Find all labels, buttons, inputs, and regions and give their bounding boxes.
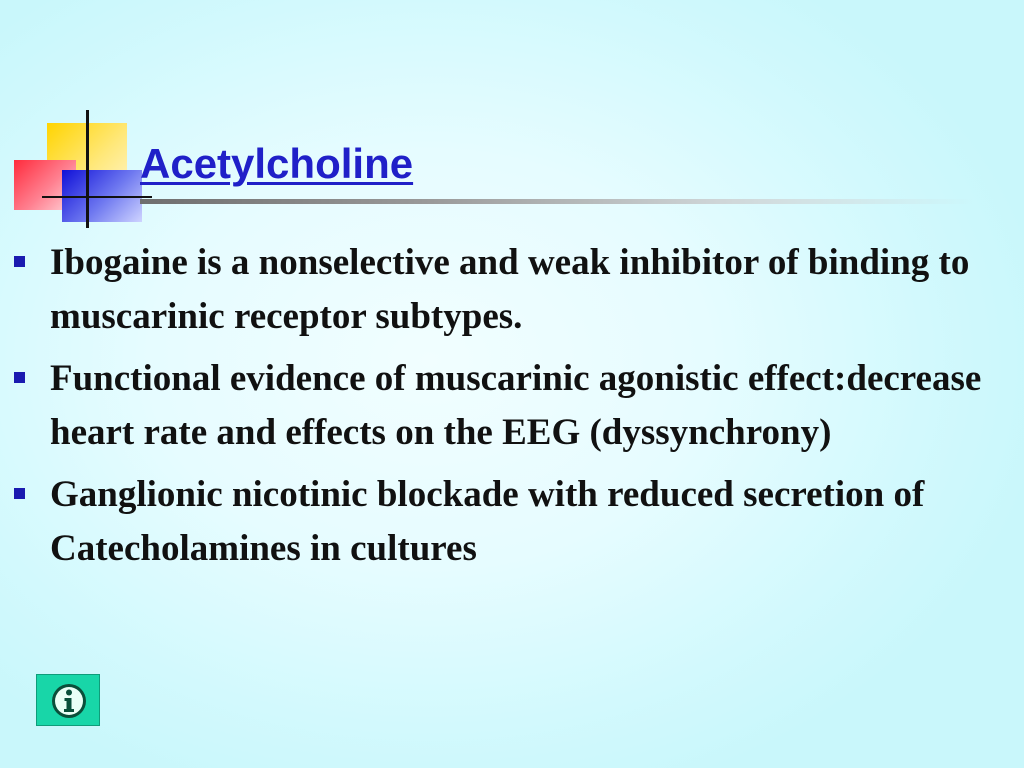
bullet-marker [14, 256, 25, 267]
decorative-squares [0, 0, 160, 240]
slide-title: Acetylcholine [140, 140, 414, 187]
decorative-vertical-line [86, 110, 89, 228]
bullet-text: Ganglionic nicotinic blockade with reduced secretion of Catecholamines in cultures [50, 474, 925, 569]
bullet-marker [14, 488, 25, 499]
info-icon [50, 682, 88, 720]
bullet-text: Functional evidence of muscarinic agonistic effect:decrease heart rate and effects on the EEG (dyssynchrony) [50, 358, 982, 453]
title-divider [140, 199, 972, 204]
bullet-item [14, 236, 1004, 344]
decorative-horizontal-line [42, 196, 152, 198]
bullet-marker [14, 372, 25, 383]
bullet-text: Ibogaine is a nonselective and weak inhibitor of binding to muscarinic receptor subtypes. [50, 242, 970, 337]
bullet-list [14, 236, 1004, 584]
bullet-item [14, 468, 1004, 576]
bullet-item [14, 352, 1004, 460]
info-button[interactable] [36, 674, 100, 726]
